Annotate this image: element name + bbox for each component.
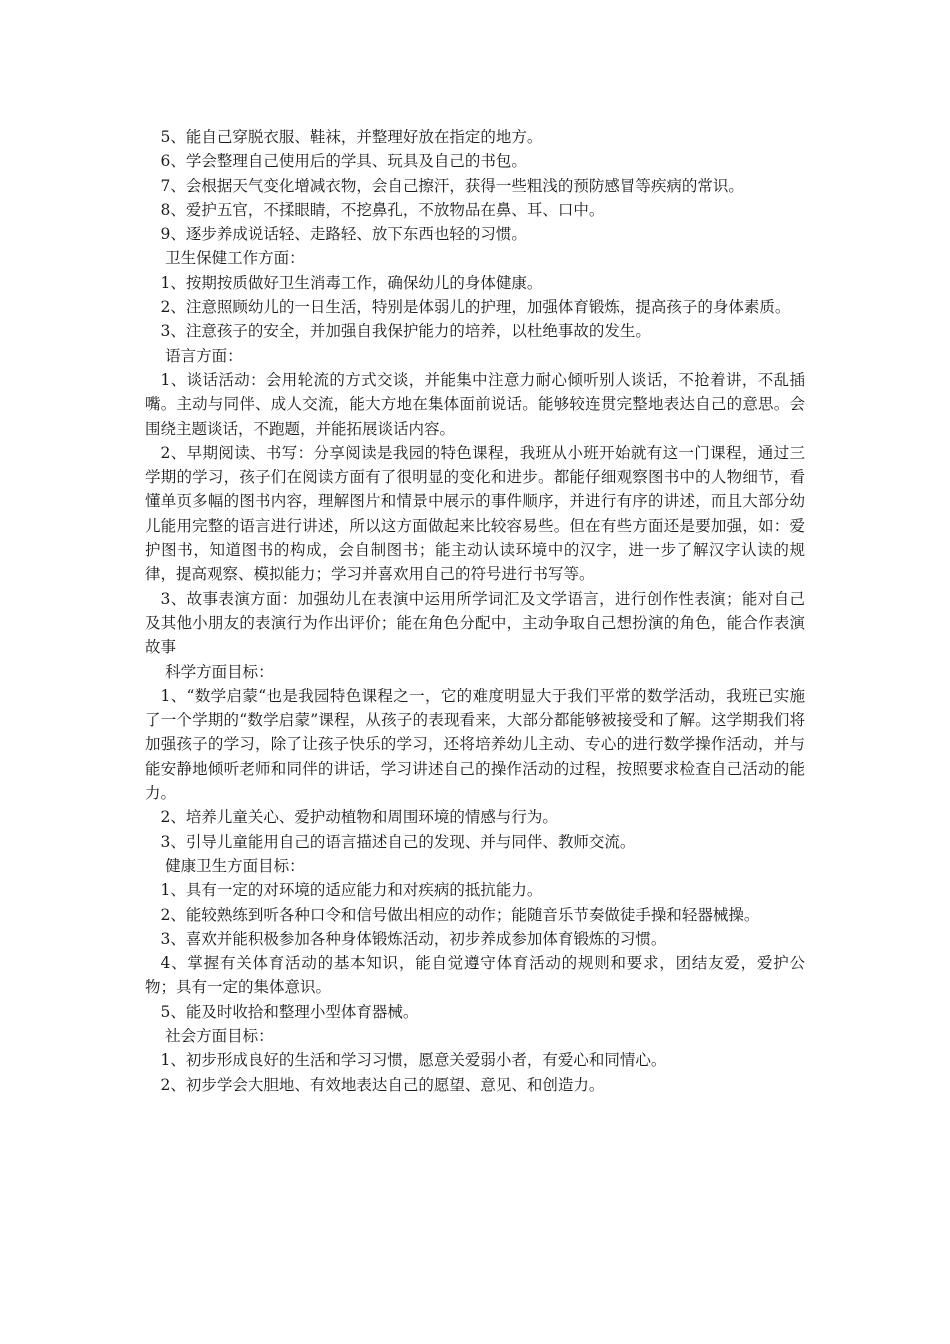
- list-paragraph: 2、早期阅读、书写：分享阅读是我园的特色课程，我班从小班开始就有这一门课程，通过三学期的学习，孩子们在阅读方面有了很明显的变化和进步。都能仔细观察图书中的人物细节，看懂单页多幅的图书内容，理解图片和情景中展示的事件顺序，并进行有序的讲述，而且大部分幼儿能用完整的语言进行讲述，所以这方面做起来比较容易些。但在有些方面还是要加强，如：爱护图书，知道图书的构成，会自制图书；能主动认读环境中的汉字，进一步了解汉字认读的规律，提高观察、模拟能力；学习并喜欢用自己的符号进行书写等。: [145, 443, 805, 584]
- list-paragraph: 7、会根据天气变化增减衣物，会自己擦汗，获得一些粗浅的预防感冒等疾病的常识。: [160, 176, 744, 195]
- list-paragraph: 1、“数学启蒙“也是我园特色课程之一，它的难度明显大于我们平常的数学活动，我班已实施了一个学期的“数学启蒙”课程，从孩子的表现看来，大部分都能够被接受和了解。这学期我们将加强孩子的学习，除了让孩子快乐的学习，还将培养幼儿主动、专心的进行数学操作活动，并与能安静地倾听老师和同伴的讲话，学习讲述自己的操作活动的过程，按照要求检查自己活动的能力。: [145, 686, 805, 803]
- list-paragraph: 3、故事表演方面：加强幼儿在表演中运用所学词汇及文学语言，进行创作性表演；能对自己及其他小朋友的表演行为作出评价；能在角色分配中，主动争取自己想扮演的角色，能合作表演故事: [145, 589, 805, 657]
- list-paragraph: 4、掌握有关体育活动的基本知识，能自觉遵守体育活动的规则和要求，团结友爱，爱护公物；具有一定的集体意识。: [145, 954, 805, 997]
- list-paragraph: 2、培养儿童关心、爱护动植物和周围环境的情感与行为。: [160, 808, 558, 827]
- list-paragraph: 5、能自己穿脱衣服、鞋袜，并整理好放在指定的地方。: [160, 128, 543, 146]
- list-paragraph: 1、具有一定的对环境的适应能力和对疾病的抵抗能力。: [160, 881, 543, 900]
- list-paragraph: 2、初步学会大胆地、有效地表达自己的愿望、意见、和创造力。: [160, 1075, 605, 1094]
- list-paragraph: 3、引导儿童能用自己的语言描述自己的发现、并与同伴、教师交流。: [160, 832, 636, 851]
- list-paragraph: 1、初步形成良好的生活和学习习惯，愿意关爱弱小者，有爱心和同情心。: [160, 1051, 667, 1070]
- list-paragraph: 1、按期按质做好卫生消毒工作，确保幼儿的身体健康。: [160, 273, 543, 292]
- section-heading: 卫生保健工作方面：: [165, 249, 305, 268]
- section-heading: 语言方面：: [165, 346, 243, 365]
- section-heading: 社会方面目标：: [165, 1026, 274, 1045]
- list-paragraph: 3、喜欢并能积极参加各种身体锻炼活动，初步养成参加体育锻炼的习惯。: [160, 929, 667, 948]
- section-heading: 健康卫生方面目标：: [165, 856, 305, 875]
- list-paragraph: 6、学会整理自己使用后的学具、玩具及自己的书包。: [160, 152, 527, 171]
- list-paragraph: 2、能较熟练到听各种口令和信号做出相应的动作；能随音乐节奏做徒手操和轻器械操。: [160, 905, 760, 924]
- section-heading: 科学方面目标：: [165, 662, 274, 681]
- list-paragraph: 9、逐步养成说话轻、走路轻、放下东西也轻的习惯。: [160, 225, 527, 244]
- list-paragraph: 5、能及时收拾和整理小型体育器械。: [160, 1002, 419, 1021]
- list-paragraph: 2、注意照顾幼儿的一日生活，特别是体弱儿的护理，加强体育锻炼，提高孩子的身体素质。: [160, 298, 791, 317]
- list-paragraph: 1、谈话活动：会用轮流的方式交谈，并能集中注意力耐心倾听别人谈话，不抢着讲，不乱插嘴。主动与同伴、成人交流，能大方地在集体面前说话。能够较连贯完整地表达自己的意思。会围绕主题谈话，不跑题，并能拓展谈话内容。: [145, 370, 805, 438]
- document-body: [145, 125, 805, 1097]
- list-paragraph: 3、注意孩子的安全，并加强自我保护能力的培养，以杜绝事故的发生。: [160, 322, 651, 341]
- list-paragraph: 8、爱护五官，不揉眼睛，不挖鼻孔，不放物品在鼻、耳、口中。: [160, 200, 605, 219]
